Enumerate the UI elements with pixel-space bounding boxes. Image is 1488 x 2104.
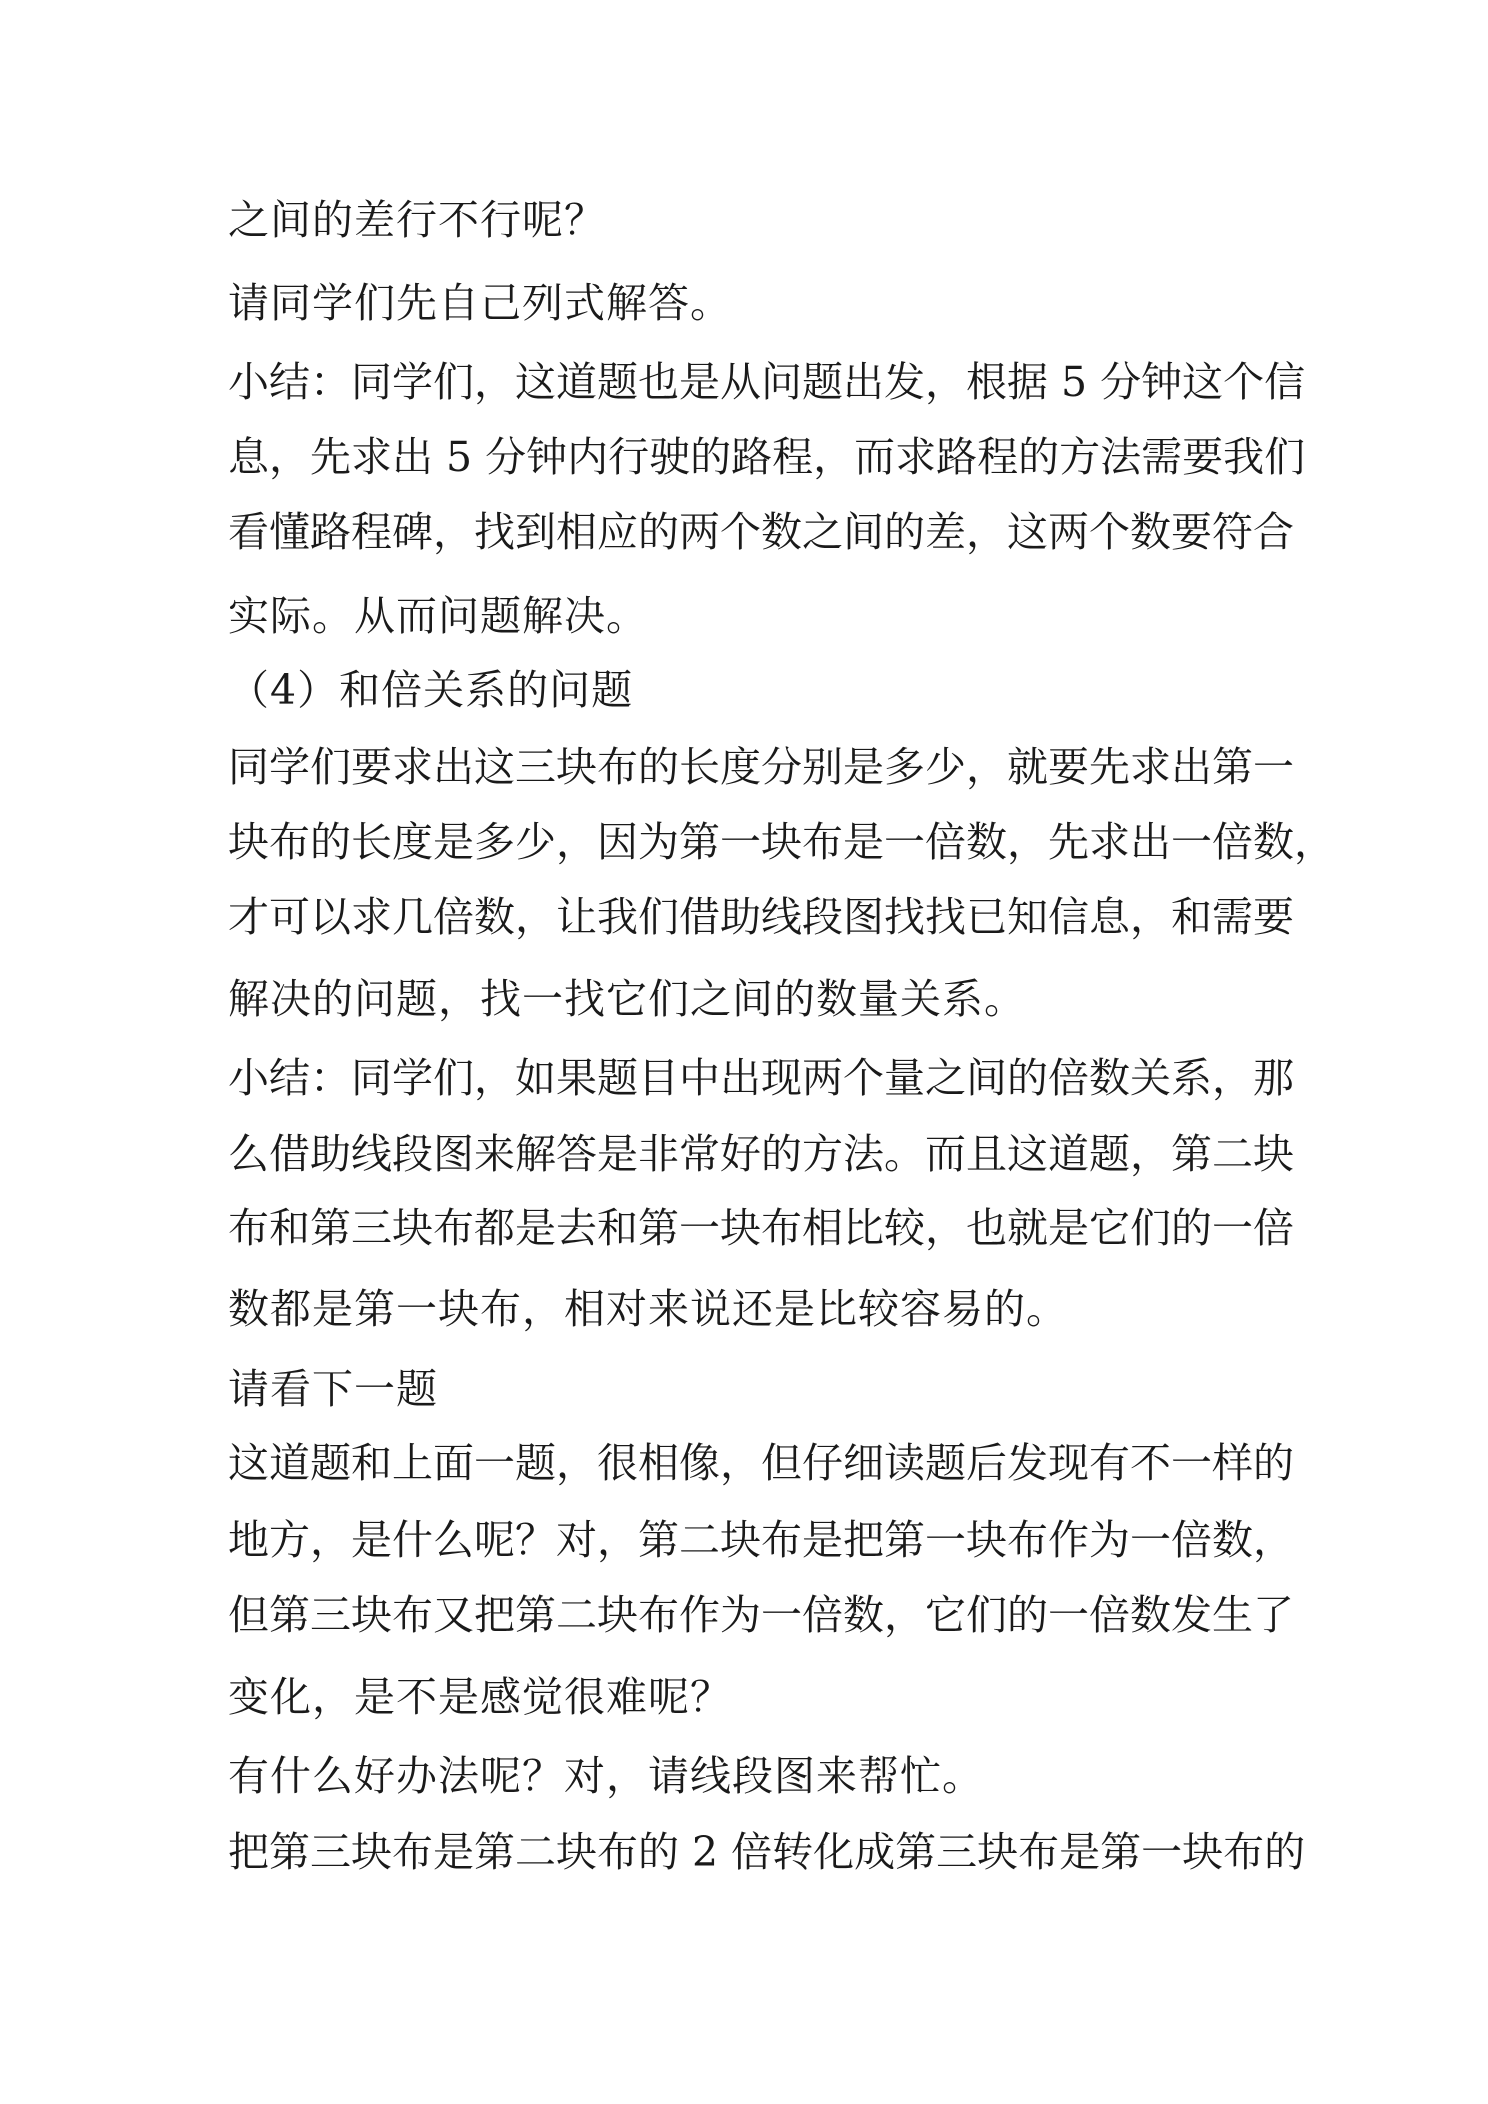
text-line: 数都是第一块布，相对来说还是比较容易的。 — [228, 1285, 1068, 1333]
text-line: 解决的问题，找一找它们之间的数量关系。 — [228, 975, 1026, 1023]
text-line: 息，先求出 5 分钟内行驶的路程，而求路程的方法需要我们 — [228, 433, 1306, 481]
text-line: 布和第三块布都是去和第一块布相比较，也就是它们的一倍 — [228, 1204, 1294, 1252]
text-line: 块布的长度是多少，因为第一块布是一倍数，先求出一倍数， — [228, 818, 1335, 866]
text-line: 有什么好办法呢？对，请线段图来帮忙。 — [228, 1752, 984, 1800]
section-heading: （4）和倍关系的问题 — [228, 666, 634, 714]
text-line: 请看下一题 — [228, 1365, 438, 1413]
text-line: 同学们要求出这三块布的长度分别是多少，就要先求出第一 — [228, 743, 1294, 791]
text-line: 变化，是不是感觉很难呢？ — [228, 1673, 732, 1721]
text-line: 地方，是什么呢？对，第二块布是把第一块布作为一倍数， — [228, 1516, 1294, 1564]
text-line: 实际。从而问题解决。 — [228, 592, 648, 640]
text-line: 看懂路程碑，找到相应的两个数之间的差，这两个数要符合 — [228, 508, 1294, 556]
text-line: 才可以求几倍数，让我们借助线段图找找已知信息，和需要 — [228, 893, 1294, 941]
text-line: 请同学们先自己列式解答。 — [228, 279, 732, 327]
text-line: 把第三块布是第二块布的 2 倍转化成第三块布是第一块布的 — [228, 1828, 1306, 1876]
text-line: 但第三块布又把第二块布作为一倍数，它们的一倍数发生了 — [228, 1591, 1294, 1639]
text-line: 小结：同学们，这道题也是从问题出发，根据 5 分钟这个信 — [228, 358, 1306, 406]
text-line: 么借助线段图来解答是非常好的方法。而且这道题，第二块 — [228, 1130, 1294, 1178]
text-line: 这道题和上面一题，很相像，但仔细读题后发现有不一样的 — [228, 1439, 1294, 1487]
text-line: 之间的差行不行呢？ — [228, 196, 606, 244]
text-line: 小结：同学们，如果题目中出现两个量之间的倍数关系，那 — [228, 1054, 1294, 1102]
